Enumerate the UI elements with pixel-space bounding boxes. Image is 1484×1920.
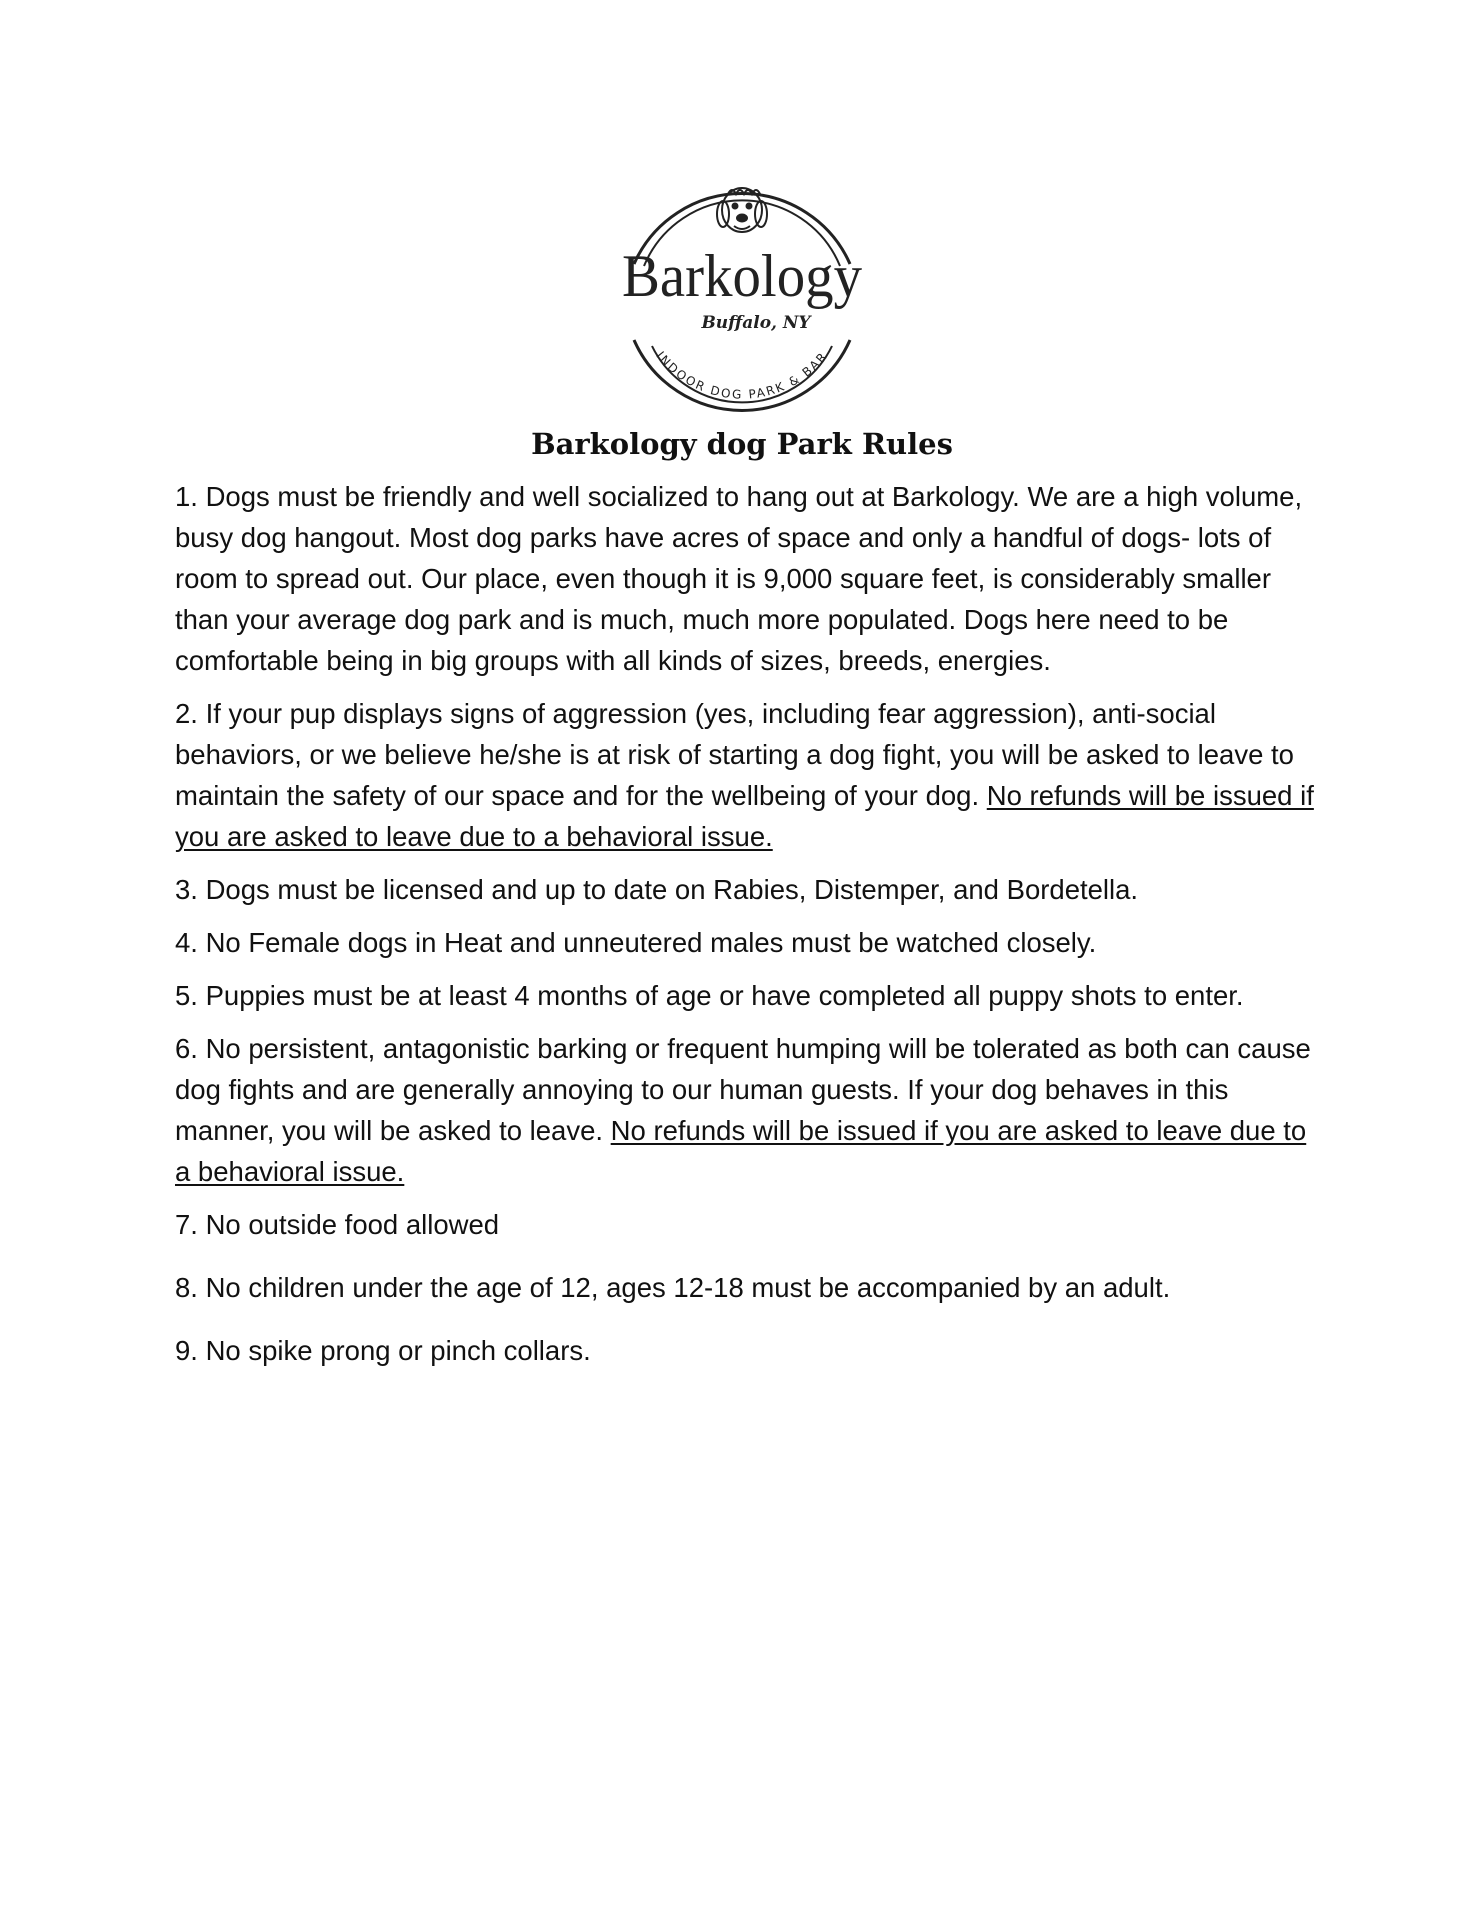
no-refunds-notice: No refunds will be issued if you are asked to leave due to a behavioral issue. — [175, 780, 1314, 852]
rule-item: 3. Dogs must be licensed and up to date on Rabies, Distemper, and Bordetella. — [175, 874, 1139, 905]
rules-list — [175, 476, 1325, 1383]
logo-brand-text: Barkology — [622, 243, 862, 309]
logo-location-text: Buffalo, NY — [701, 313, 811, 333]
page-title: Barkology dog Park Rules — [531, 427, 953, 461]
rule-item: 1. Dogs must be friendly and well socialized to hang out at Barkology. We are a high volume, busy dog hangout. Most dog parks have acres of space and only a handful of dogs- lots of room to spread out. Our place, even though it is 9,000 square feet, is considerably smaller than your average dog park and is much, much more populated. Dogs here need to be comfortable being in big groups with all kinds of sizes, breeds, energies. — [175, 481, 1303, 676]
rule-item: 9. No spike prong or pinch collars. — [175, 1335, 591, 1366]
rule-item: 8. No children under the age of 12, ages 12-18 must be accompanied by an adult. — [175, 1272, 1171, 1303]
no-refunds-notice: No refunds will be issued if you are asked to leave due to a behavioral issue. — [175, 1115, 1307, 1187]
barkology-logo — [612, 168, 872, 428]
rule-item: 5. Puppies must be at least 4 months of age or have completed all puppy shots to enter. — [175, 980, 1244, 1011]
logo-tagline-text: INDOOR DOG PARK & BAR — [653, 348, 831, 402]
rule-item: 6. No persistent, antagonistic barking or frequent humping will be tolerated as both can cause dog fights and are generally annoying to our human guests. If your dog behaves in this manner, you will be asked to leave. No refunds will be issued if you are asked to leave due to a behavioral issue. — [175, 1033, 1311, 1187]
rule-item: 4. No Female dogs in Heat and unneutered males must be watched closely. — [175, 927, 1097, 958]
logo-graphic — [612, 168, 872, 428]
rule-item: 7. No outside food allowed — [175, 1209, 500, 1240]
rule-item: 2. If your pup displays signs of aggression (yes, including fear aggression), anti-social behaviors, or we believe he/she is at risk of starting a dog fight, you will be asked to leave to maintain the safety of our space and for the wellbeing of your dog. No refunds will be issued if you are asked to leave due to a behavioral issue. — [175, 698, 1314, 852]
